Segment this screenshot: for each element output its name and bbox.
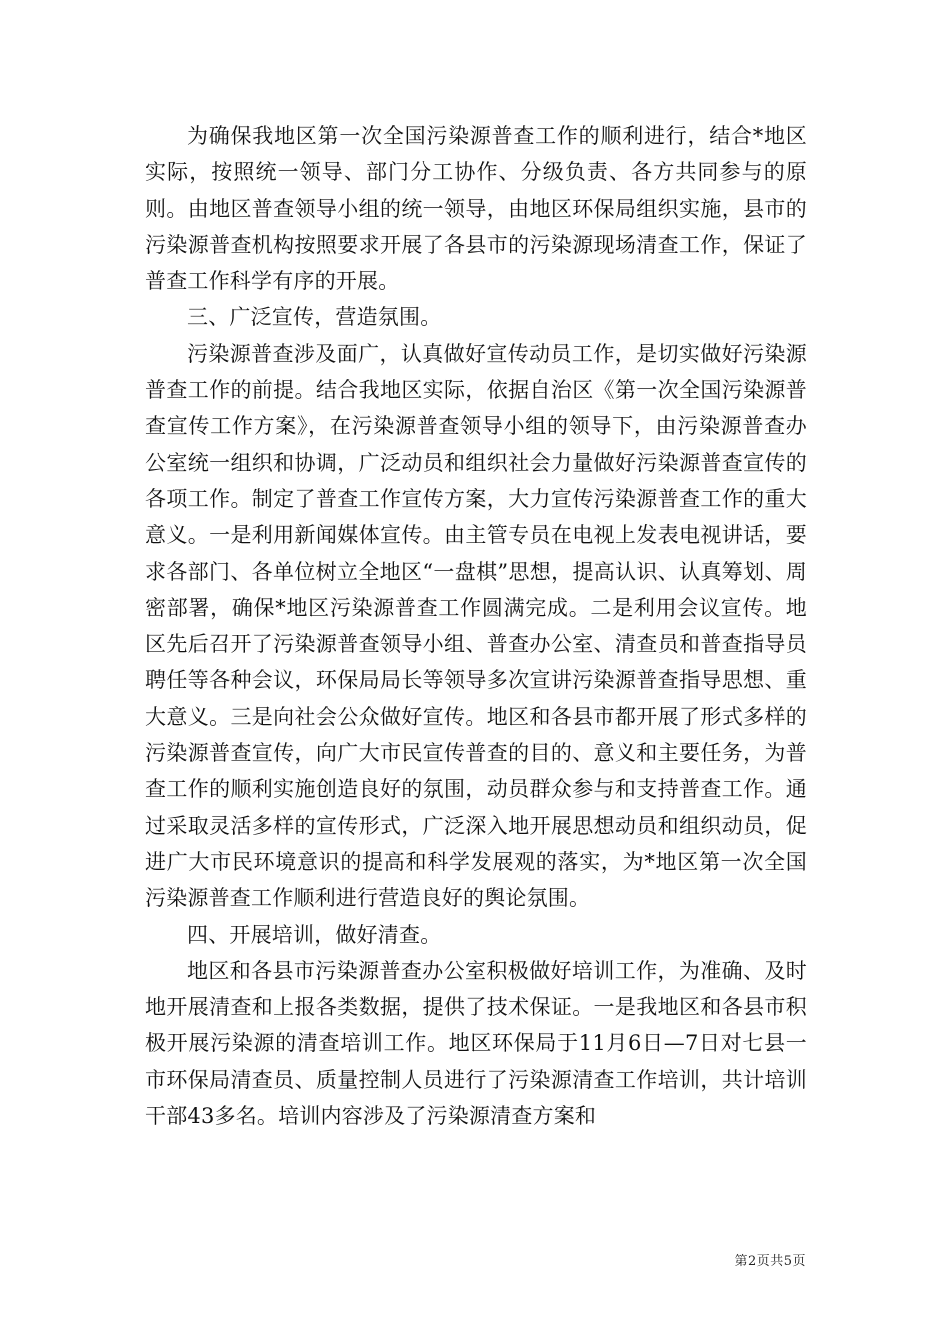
page-number-footer: 第2页共5页 <box>734 1254 806 1269</box>
section-heading-publicity: 三、广泛宣传，营造氛围。 <box>187 305 442 330</box>
document-body <box>145 118 807 1134</box>
paragraph-unified-leadership: 为确保我地区第一次全国污染源普查工作的顺利进行，结合*地区实际，按照统一领导、部门分工协作、分级负责、各方共同参与的原则。由地区普查领导小组的统一领导，由地区环保局组织实施，县市的污染源普查机构按照要求开展了各县市的污染源现场清查工作，保证了普查工作科学有序的开展。 <box>145 124 807 294</box>
section-heading-training: 四、开展培训，做好清查。 <box>187 922 442 947</box>
paragraph-publicity: 污染源普查涉及面广，认真做好宣传动员工作，是切实做好污染源普查工作的前提。结合我地区实际，依据自治区《第一次全国污染源普查宣传工作方案》，在污染源普查领导小组的领导下，由污染源普查办公室统一组织和协调，广泛动员和组织社会力量做好污染源普查宣传的各项工作。制定了普查工作宣传方案，大力宣传污染源普查工作的重大意义。一是利用新闻媒体宣传。由主管专员在电视上发表电视讲话，要求各部门、各单位树立全地区“一盘棋”思想，提高认识、认真筹划、周密部署，确保*地区污染源普查工作圆满完成。二是利用会议宣传。地区先后召开了污染源普查领导小组、普查办公室、清查员和普查指导员聘任等各种会议，环保局局长等领导多次宣讲污染源普查指导思想、重大意义。三是向社会公众做好宣传。地区和各县市都开展了形式多样的污染源普查宣传，向广大市民宣传普查的目的、意义和主要任务，为普查工作的顺利实施创造良好的氛围，动员群众参与和支持普查工作。通过采取灵活多样的宣传形式，广泛深入地开展思想动员和组织动员，促进广大市民环境意识的提高和科学发展观的落实，为*地区第一次全国污染源普查工作顺利进行营造良好的舆论氛围。 <box>145 341 807 911</box>
paragraph-training: 地区和各县市污染源普查办公室积极做好培训工作，为准确、及时地开展清查和上报各类数据，提供了技术保证。一是我地区和各县市积极开展污染源的清查培训工作。地区环保局于11月6日—7日对七县一市环保局清查员、质量控制人员进行了污染源清查工作培训，共计培训干部43多名。培训内容涉及了污染源清查方案和 <box>145 958 807 1129</box>
